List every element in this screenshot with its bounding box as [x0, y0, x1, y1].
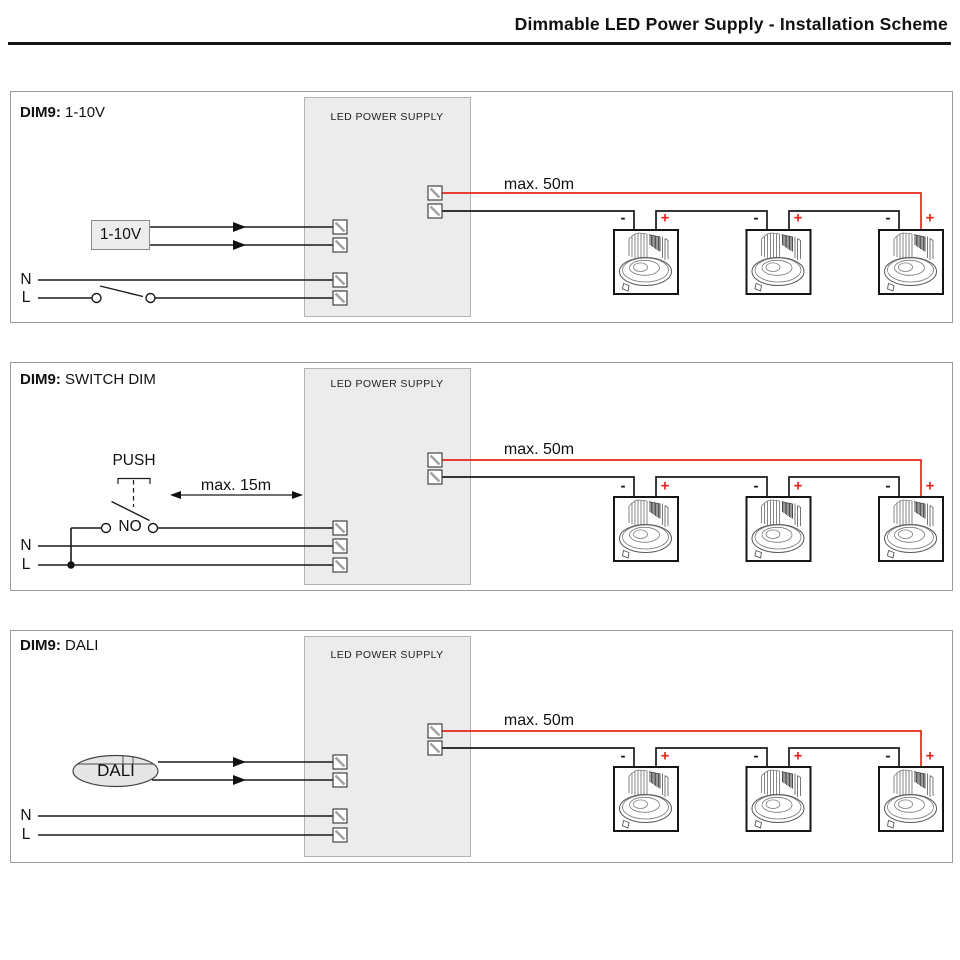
- control-length-label: max. 15m: [200, 477, 272, 494]
- minus-label: -: [885, 747, 891, 765]
- panel-title-tag: DIM9:: [20, 104, 61, 121]
- plus-label: +: [925, 477, 935, 495]
- arrow-right-icon: [233, 222, 246, 232]
- psu-label: LED POWER SUPPLY: [330, 378, 444, 390]
- neutral-label: N: [20, 271, 32, 288]
- panel2-wiring: [38, 453, 943, 572]
- minus-label: -: [620, 209, 626, 227]
- terminal-icon: [333, 220, 347, 234]
- link-wire: [656, 748, 767, 767]
- panel-title: [20, 104, 105, 121]
- minus-label: -: [885, 477, 891, 495]
- led-downlight-icon: [747, 230, 811, 294]
- terminal-icon: [333, 755, 347, 769]
- terminal-icon: [428, 724, 442, 738]
- led-downlight-icon: [614, 767, 678, 831]
- led-downlight-icon: [747, 497, 811, 561]
- arrow-right-icon: [233, 775, 246, 785]
- negative-wire: [442, 748, 634, 767]
- switch-icon: [92, 286, 155, 303]
- terminal-icon: [333, 773, 347, 787]
- led-downlight-icon: [879, 767, 943, 831]
- line-label: L: [21, 556, 31, 573]
- minus-label: -: [753, 209, 759, 227]
- dali-label: DALI: [97, 761, 135, 780]
- minus-label: -: [753, 747, 759, 765]
- plus-label: +: [793, 209, 803, 227]
- led-downlight-icon: [879, 497, 943, 561]
- plus-label: +: [660, 477, 670, 495]
- panel-title-tag: DIM9:: [20, 371, 61, 388]
- link-wire: [656, 477, 767, 497]
- link-wire: [789, 477, 899, 497]
- panel-title-text: SWITCH DIM: [65, 371, 156, 388]
- panel-title: [20, 637, 98, 654]
- led-downlight-icon: [614, 230, 678, 294]
- no-contact-label: NO: [118, 518, 142, 535]
- terminal-icon: [333, 521, 347, 535]
- link-wire: [656, 211, 767, 230]
- terminal-icon: [428, 453, 442, 467]
- terminal-icon: [333, 291, 347, 305]
- push-label: PUSH: [112, 452, 156, 469]
- terminal-icon: [428, 186, 442, 200]
- led-downlight-icon: [614, 497, 678, 561]
- led-downlight-icon: [747, 767, 811, 831]
- negative-wire: [442, 211, 634, 230]
- psu-label: LED POWER SUPPLY: [330, 111, 444, 123]
- minus-label: -: [620, 477, 626, 495]
- arrow-right-icon: [233, 757, 246, 767]
- dimmer-1-10v-box: 1-10V: [91, 220, 150, 250]
- link-wire: [789, 211, 899, 230]
- plus-label: +: [660, 209, 670, 227]
- positive-wire: [442, 460, 921, 497]
- minus-label: -: [753, 477, 759, 495]
- terminal-icon: [428, 470, 442, 484]
- page-title: Dimmable LED Power Supply - Installation Scheme: [514, 14, 948, 34]
- panel-title-text: 1-10V: [65, 104, 106, 121]
- wire-length-label: max. 50m: [503, 712, 575, 729]
- plus-label: +: [925, 209, 935, 227]
- plus-label: +: [925, 747, 935, 765]
- terminal-icon: [333, 809, 347, 823]
- panel-title-text: DALI: [65, 637, 99, 654]
- wire-length-label: max. 50m: [503, 176, 575, 193]
- line-label: L: [21, 289, 31, 306]
- terminal-icon: [333, 828, 347, 842]
- plus-label: +: [793, 477, 803, 495]
- panel3-wiring: [38, 724, 943, 842]
- plus-label: +: [660, 747, 670, 765]
- panel1-wiring: [38, 186, 943, 305]
- led-downlight-icon: [879, 230, 943, 294]
- neutral-label: N: [20, 807, 32, 824]
- arrow-right-icon: [233, 240, 246, 250]
- minus-label: -: [620, 747, 626, 765]
- minus-label: -: [885, 209, 891, 227]
- panel-title: [20, 371, 156, 388]
- terminal-icon: [333, 539, 347, 553]
- neutral-label: N: [20, 537, 32, 554]
- terminal-icon: [333, 558, 347, 572]
- terminal-icon: [428, 741, 442, 755]
- positive-wire: [442, 731, 921, 767]
- line-label: L: [21, 826, 31, 843]
- psu-label: LED POWER SUPPLY: [330, 649, 444, 661]
- terminal-icon: [428, 204, 442, 218]
- wire-length-label: max. 50m: [503, 441, 575, 458]
- terminal-icon: [333, 238, 347, 252]
- plus-label: +: [793, 747, 803, 765]
- terminal-icon: [333, 273, 347, 287]
- link-wire: [789, 748, 899, 767]
- panel-title-tag: DIM9:: [20, 637, 61, 654]
- negative-wire: [442, 477, 634, 497]
